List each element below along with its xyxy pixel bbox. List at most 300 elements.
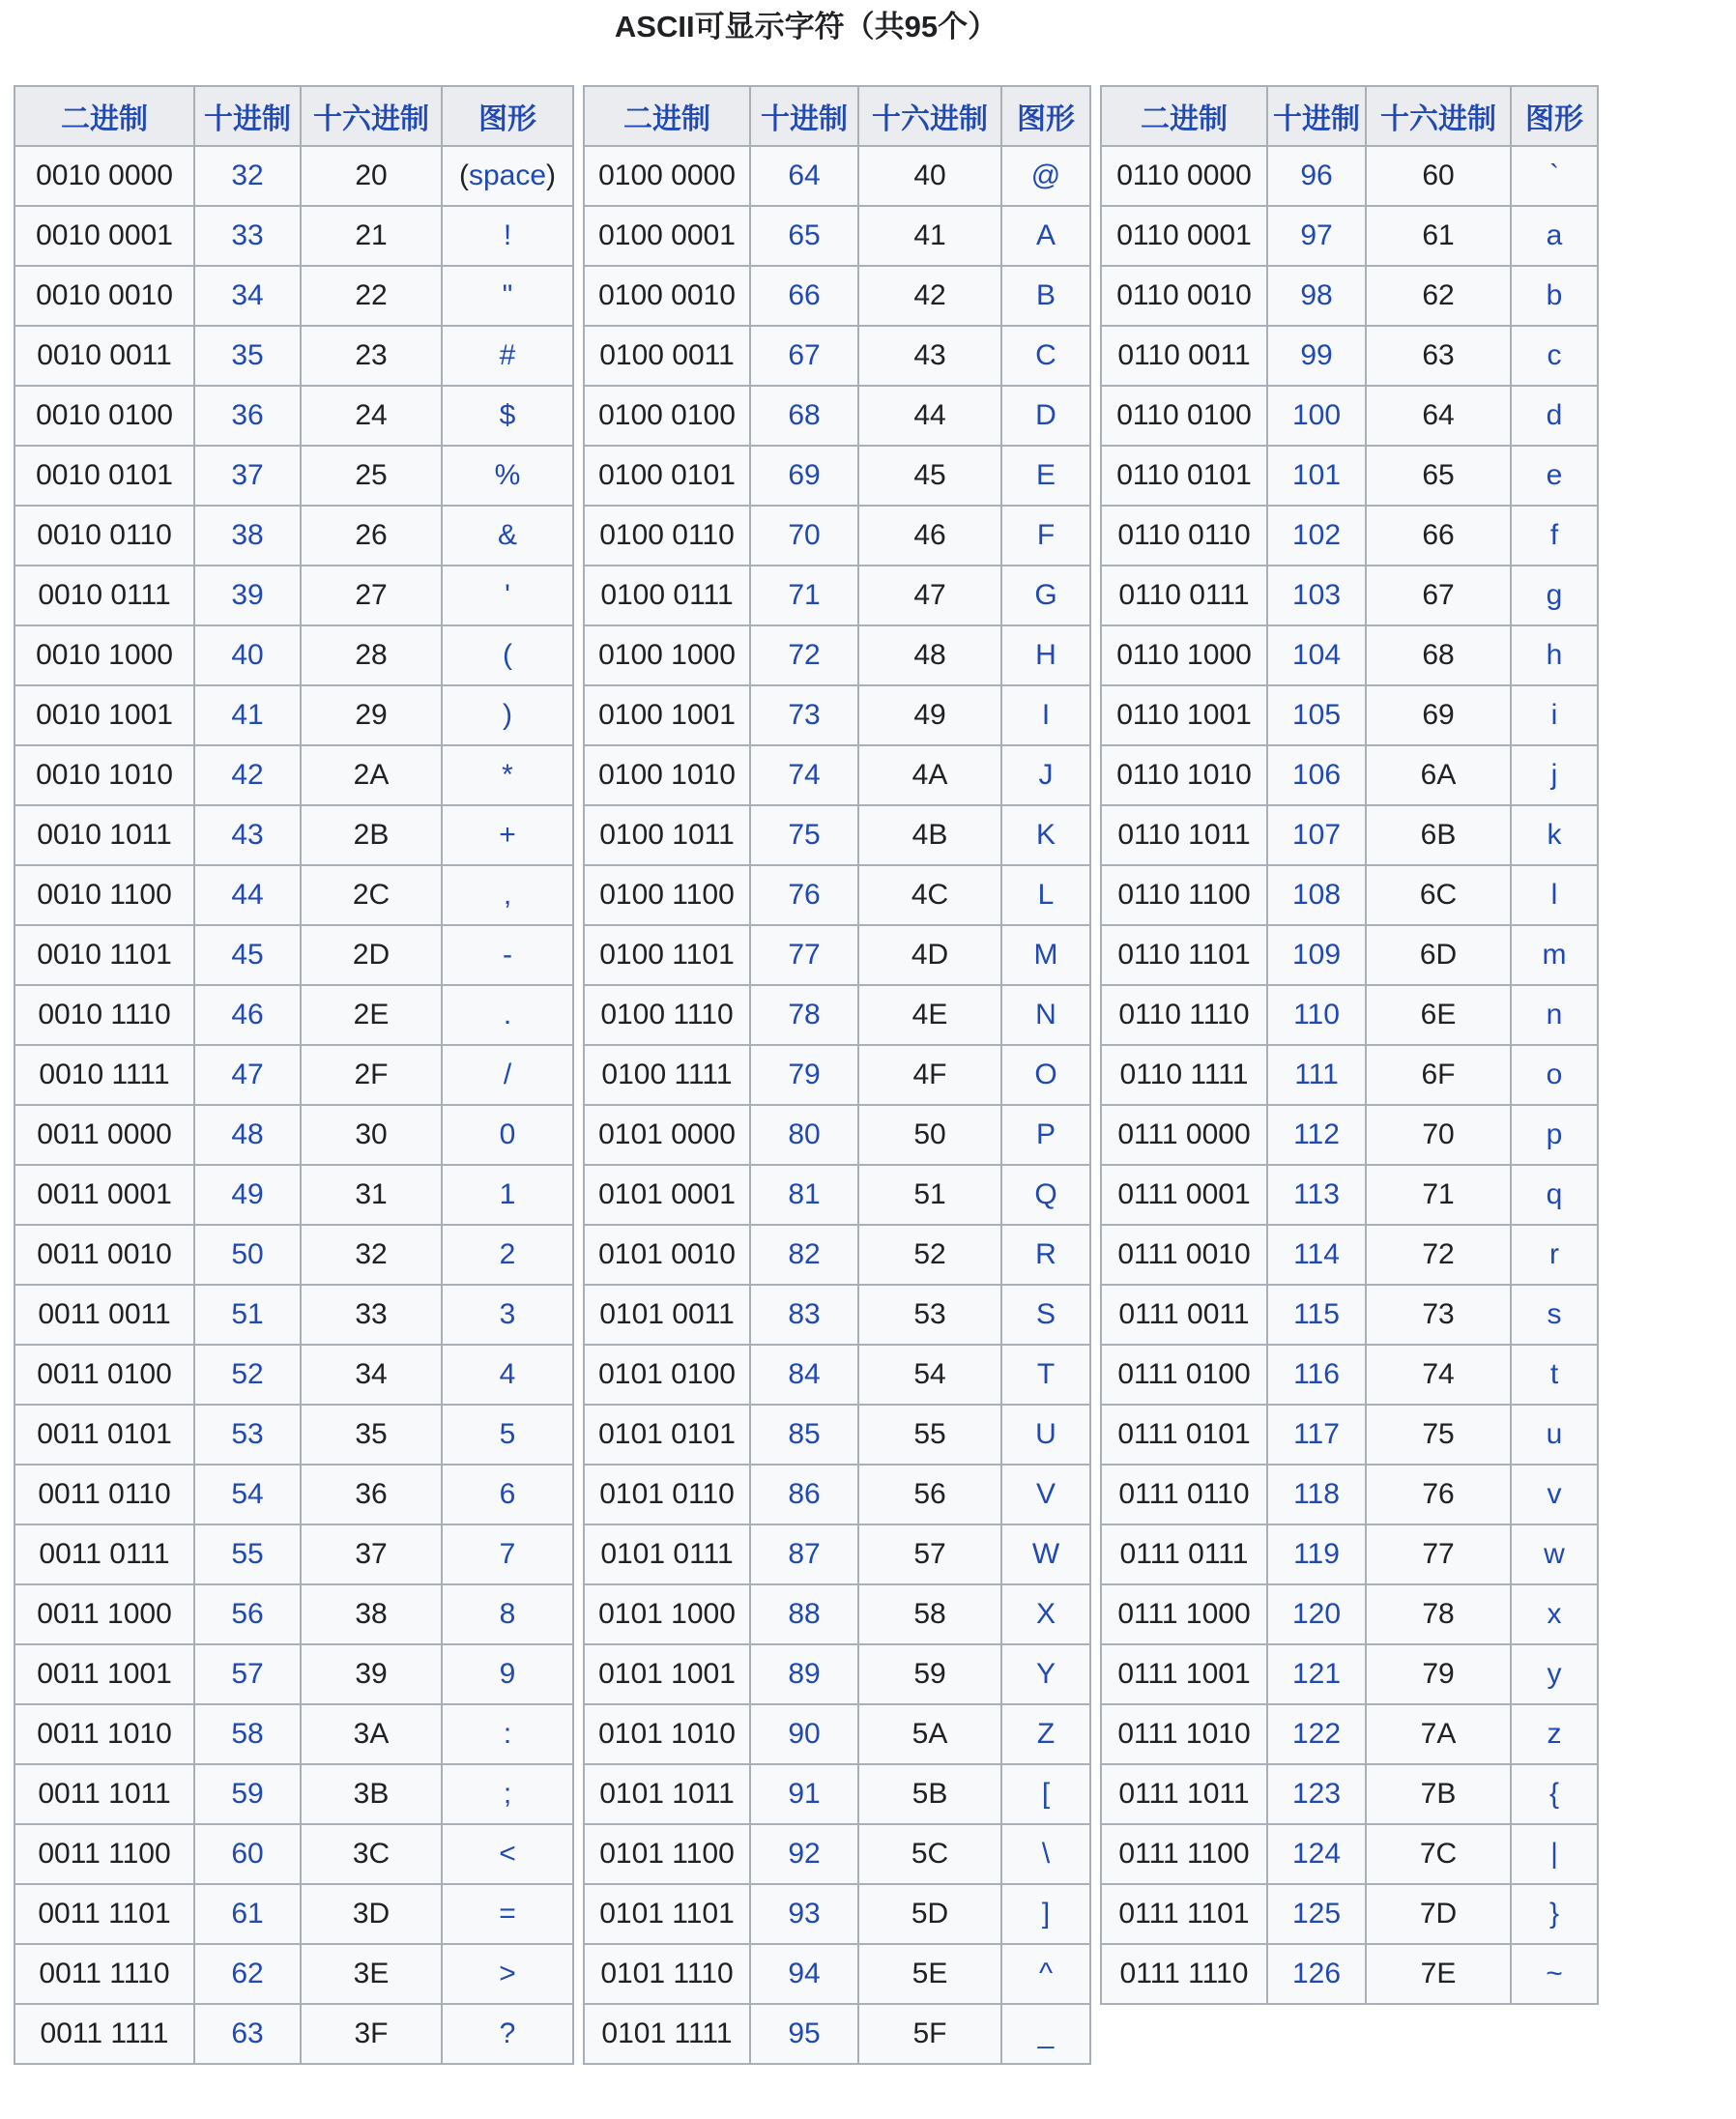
table-row [14,1884,573,1944]
binary-cell: 0101 1000 [584,1584,750,1644]
glyph-link[interactable]: : [442,1704,573,1764]
decimal-link[interactable]: 49 [194,1165,301,1225]
glyph-link[interactable]: x [1511,1584,1598,1644]
glyph-link[interactable]: u [1511,1405,1598,1465]
table-row [1101,146,1598,206]
hex-cell: 2A [301,745,442,805]
decimal-link[interactable]: 122 [1267,1704,1366,1764]
hex-cell: 6B [1366,805,1511,865]
glyph-link[interactable]: C [1001,326,1090,386]
hex-cell: 3D [301,1884,442,1944]
glyph-link[interactable]: U [1001,1405,1090,1465]
decimal-link[interactable]: 116 [1267,1345,1366,1405]
decimal-link[interactable]: 124 [1267,1824,1366,1884]
decimal-link[interactable]: 70 [750,506,858,566]
table-row [14,1405,573,1465]
decimal-link[interactable]: 109 [1267,925,1366,985]
glyph-link[interactable]: b [1511,266,1598,326]
decimal-link[interactable]: 112 [1267,1105,1366,1165]
glyph-link[interactable]: W [1001,1524,1090,1584]
decimal-link[interactable]: 39 [194,566,301,625]
hex-cell: 20 [301,146,442,206]
glyph-link[interactable]: 5 [442,1405,573,1465]
table-row [14,266,573,326]
decimal-link[interactable]: 41 [194,685,301,745]
glyph-link[interactable]: w [1511,1524,1598,1584]
decimal-link[interactable]: 72 [750,625,858,685]
table-row [1101,1884,1598,1944]
glyph-link[interactable]: D [1001,386,1090,446]
glyph-link[interactable]: = [442,1884,573,1944]
decimal-link[interactable]: 103 [1267,566,1366,625]
hex-cell: 2F [301,1045,442,1105]
binary-cell: 0101 1010 [584,1704,750,1764]
hex-cell: 38 [301,1584,442,1644]
decimal-link[interactable]: 40 [194,625,301,685]
decimal-link[interactable]: 118 [1267,1465,1366,1524]
glyph-link[interactable]: & [442,506,573,566]
glyph-link[interactable]: , [442,865,573,925]
glyph-link[interactable]: p [1511,1105,1598,1165]
decimal-link[interactable]: 114 [1267,1225,1366,1285]
decimal-link[interactable]: 79 [750,1045,858,1105]
decimal-link[interactable]: 100 [1267,386,1366,446]
binary-cell: 0111 1100 [1101,1824,1267,1884]
table-row [14,146,573,206]
decimal-link[interactable]: 78 [750,985,858,1045]
glyph-link[interactable]: m [1511,925,1598,985]
glyph-link[interactable]: 4 [442,1345,573,1405]
table-row [1101,985,1598,1045]
binary-cell: 0110 1001 [1101,685,1267,745]
decimal-link[interactable]: 43 [194,805,301,865]
table-row [1101,1285,1598,1345]
glyph-link[interactable]: > [442,1944,573,2004]
decimal-link[interactable]: 38 [194,506,301,566]
decimal-link[interactable]: 44 [194,865,301,925]
hex-cell: 4D [858,925,1001,985]
glyph-link[interactable]: 3 [442,1285,573,1345]
decimal-link[interactable]: 90 [750,1704,858,1764]
decimal-link[interactable]: 58 [194,1704,301,1764]
glyph-link[interactable]: v [1511,1465,1598,1524]
decimal-link[interactable]: 120 [1267,1584,1366,1644]
glyph-link[interactable]: F [1001,506,1090,566]
decimal-link[interactable]: 60 [194,1824,301,1884]
column-header: 二进制 [1101,86,1267,146]
glyph-link[interactable]: ' [442,566,573,625]
decimal-link[interactable]: 102 [1267,506,1366,566]
hex-cell: 63 [1366,326,1511,386]
decimal-link[interactable]: 117 [1267,1405,1366,1465]
glyph-link[interactable]: E [1001,446,1090,506]
glyph-link[interactable]: $ [442,386,573,446]
hex-cell: 73 [1366,1285,1511,1345]
decimal-link[interactable]: 46 [194,985,301,1045]
table-row [584,146,1090,206]
decimal-link[interactable]: 68 [750,386,858,446]
glyph-link[interactable]: l [1511,865,1598,925]
binary-cell: 0010 0100 [14,386,194,446]
table-row [1101,1524,1598,1584]
decimal-link[interactable]: 125 [1267,1884,1366,1944]
glyph-link[interactable]: 2 [442,1225,573,1285]
hex-cell: 41 [858,206,1001,266]
glyph-link[interactable]: s [1511,1285,1598,1345]
glyph-link[interactable]: ^ [1001,1944,1090,2004]
hex-cell: 35 [301,1405,442,1465]
hex-cell: 7D [1366,1884,1511,1944]
decimal-link[interactable]: 34 [194,266,301,326]
binary-cell: 0010 1000 [14,625,194,685]
decimal-link[interactable]: 108 [1267,865,1366,925]
decimal-link[interactable]: 88 [750,1584,858,1644]
hex-cell: 54 [858,1345,1001,1405]
hex-cell: 28 [301,625,442,685]
glyph-link[interactable]: Q [1001,1165,1090,1225]
glyph-link[interactable]: o [1511,1045,1598,1105]
table-row [14,446,573,506]
decimal-link[interactable]: 65 [750,206,858,266]
column-header: 十进制 [194,86,301,146]
table-row [1101,1944,1598,2004]
hex-cell: 6F [1366,1045,1511,1105]
glyph-link[interactable]: ` [1511,146,1598,206]
binary-cell: 0100 1101 [584,925,750,985]
decimal-link[interactable]: 123 [1267,1764,1366,1824]
decimal-link[interactable]: 80 [750,1105,858,1165]
hex-cell: 2B [301,805,442,865]
glyph-link[interactable]: S [1001,1285,1090,1345]
glyph-link[interactable]: q [1511,1165,1598,1225]
glyph-link[interactable]: ! [442,206,573,266]
decimal-link[interactable]: 104 [1267,625,1366,685]
glyph-link[interactable]: ) [442,685,573,745]
decimal-link[interactable]: 119 [1267,1524,1366,1584]
decimal-link[interactable]: 74 [750,745,858,805]
decimal-link[interactable]: 51 [194,1285,301,1345]
table-row [14,745,573,805]
glyph-link[interactable]: Z [1001,1704,1090,1764]
glyph-link[interactable]: " [442,266,573,326]
decimal-link[interactable]: 105 [1267,685,1366,745]
binary-cell: 0010 0000 [14,146,194,206]
table-row [14,685,573,745]
header-row [14,86,573,146]
glyph-link[interactable]: { [1511,1764,1598,1824]
decimal-link[interactable]: 63 [194,2004,301,2064]
glyph-link[interactable]: K [1001,805,1090,865]
table-row [14,805,573,865]
table-row [584,386,1090,446]
decimal-link[interactable]: 56 [194,1584,301,1644]
hex-cell: 77 [1366,1524,1511,1584]
decimal-link[interactable]: 91 [750,1764,858,1824]
glyph-link[interactable]: y [1511,1644,1598,1704]
glyph-link[interactable]: } [1511,1884,1598,1944]
glyph-link[interactable]: J [1001,745,1090,805]
decimal-link[interactable]: 82 [750,1225,858,1285]
decimal-link[interactable]: 33 [194,206,301,266]
glyph-link[interactable]: N [1001,985,1090,1045]
glyph-link[interactable]: / [442,1045,573,1105]
decimal-link[interactable]: 42 [194,745,301,805]
table-row [1101,326,1598,386]
glyph-link[interactable]: 8 [442,1584,573,1644]
hex-cell: 3E [301,1944,442,2004]
decimal-link[interactable]: 110 [1267,985,1366,1045]
table-row [1101,386,1598,446]
binary-cell: 0110 1000 [1101,625,1267,685]
binary-cell: 0100 0000 [584,146,750,206]
decimal-link[interactable]: 77 [750,925,858,985]
hex-cell: 5C [858,1824,1001,1884]
glyph-link[interactable]: @ [1001,146,1090,206]
decimal-link[interactable]: 48 [194,1105,301,1165]
hex-cell: 67 [1366,566,1511,625]
glyph-link[interactable]: P [1001,1105,1090,1165]
glyph-link[interactable]: r [1511,1225,1598,1285]
glyph-link[interactable]: j [1511,745,1598,805]
decimal-link[interactable]: 126 [1267,1944,1366,2004]
hex-cell: 50 [858,1105,1001,1165]
hex-cell: 6C [1366,865,1511,925]
binary-cell: 0111 1000 [1101,1584,1267,1644]
decimal-link[interactable]: 53 [194,1405,301,1465]
decimal-link[interactable]: 106 [1267,745,1366,805]
decimal-link[interactable]: 92 [750,1824,858,1884]
glyph-link[interactable]: z [1511,1704,1598,1764]
table-row [584,446,1090,506]
binary-cell: 0011 0011 [14,1285,194,1345]
glyph-link[interactable]: G [1001,566,1090,625]
binary-cell: 0100 0011 [584,326,750,386]
decimal-link[interactable]: 54 [194,1465,301,1524]
decimal-link[interactable]: 113 [1267,1165,1366,1225]
decimal-link[interactable]: 45 [194,925,301,985]
glyph-link[interactable]: k [1511,805,1598,865]
decimal-link[interactable]: 84 [750,1345,858,1405]
table-row [1101,1045,1598,1105]
decimal-link[interactable]: 98 [1267,266,1366,326]
decimal-link[interactable]: 57 [194,1644,301,1704]
glyph-link[interactable]: d [1511,386,1598,446]
decimal-link[interactable]: 81 [750,1165,858,1225]
glyph-link[interactable]: 1 [442,1165,573,1225]
table-row [584,625,1090,685]
glyph-link[interactable]: ? [442,2004,573,2064]
glyph-link[interactable]: Y [1001,1644,1090,1704]
binary-cell: 0100 1001 [584,685,750,745]
decimal-link[interactable]: 69 [750,446,858,506]
decimal-link[interactable]: 87 [750,1524,858,1584]
decimal-link[interactable]: 85 [750,1405,858,1465]
table-row [584,1045,1090,1105]
glyph-link[interactable]: g [1511,566,1598,625]
column-header: 图形 [442,86,573,146]
table-row [1101,685,1598,745]
glyph-link[interactable]: 7 [442,1524,573,1584]
glyph-link[interactable]: # [442,326,573,386]
glyph-link[interactable]: | [1511,1824,1598,1884]
glyph-link[interactable]: \ [1001,1824,1090,1884]
decimal-link[interactable]: 75 [750,805,858,865]
table-row [14,1285,573,1345]
hex-cell: 2E [301,985,442,1045]
glyph-link[interactable]: c [1511,326,1598,386]
glyph-link[interactable]: 9 [442,1644,573,1704]
binary-cell: 0011 0110 [14,1465,194,1524]
decimal-link[interactable]: 94 [750,1944,858,2004]
hex-cell: 64 [1366,386,1511,446]
decimal-link[interactable]: 89 [750,1644,858,1704]
table-row [1101,506,1598,566]
decimal-link[interactable]: 50 [194,1225,301,1285]
table-row [584,1524,1090,1584]
glyph-link[interactable]: _ [1001,2004,1090,2064]
hex-cell: 31 [301,1165,442,1225]
decimal-link[interactable]: 71 [750,566,858,625]
glyph-link[interactable]: - [442,925,573,985]
column-header: 十六进制 [1366,86,1511,146]
glyph-link[interactable]: M [1001,925,1090,985]
glyph-link[interactable]: ( [442,625,573,685]
table-row [1101,206,1598,266]
table-row [584,1345,1090,1405]
hex-cell: 22 [301,266,442,326]
table-row [584,925,1090,985]
glyph-link-text[interactable]: space [468,160,547,191]
table-row [584,1105,1090,1165]
binary-cell: 0101 1110 [584,1944,750,2004]
binary-cell: 0101 0011 [584,1285,750,1345]
glyph-link[interactable]: i [1511,685,1598,745]
glyph-link[interactable]: T [1001,1345,1090,1405]
table-row [584,805,1090,865]
glyph-link[interactable]: e [1511,446,1598,506]
ascii-reference-page [14,0,1599,2065]
decimal-link[interactable]: 99 [1267,326,1366,386]
glyph-link[interactable]: ] [1001,1884,1090,1944]
glyph-link[interactable]: X [1001,1584,1090,1644]
hex-cell: 27 [301,566,442,625]
glyph-link[interactable]: t [1511,1345,1598,1405]
table-row [584,206,1090,266]
glyph-link[interactable]: f [1511,506,1598,566]
decimal-link[interactable]: 36 [194,386,301,446]
glyph-link[interactable]: [ [1001,1764,1090,1824]
glyph-link[interactable]: % [442,446,573,506]
glyph-link[interactable]: R [1001,1225,1090,1285]
binary-cell: 0111 1010 [1101,1704,1267,1764]
decimal-link[interactable]: 86 [750,1465,858,1524]
glyph-link[interactable]: n [1511,985,1598,1045]
header-row [1101,86,1598,146]
glyph-link[interactable]: 0 [442,1105,573,1165]
glyph-link[interactable]: B [1001,266,1090,326]
glyph-link[interactable]: A [1001,206,1090,266]
table-row [14,206,573,266]
binary-cell: 0011 0101 [14,1405,194,1465]
decimal-link[interactable]: 73 [750,685,858,745]
decimal-link[interactable]: 97 [1267,206,1366,266]
glyph-link[interactable]: O [1001,1045,1090,1105]
decimal-link[interactable]: 64 [750,146,858,206]
glyph-link[interactable]: . [442,985,573,1045]
decimal-link[interactable]: 47 [194,1045,301,1105]
glyph-link[interactable]: 6 [442,1465,573,1524]
decimal-link[interactable]: 32 [194,146,301,206]
binary-cell: 0110 0011 [1101,326,1267,386]
binary-cell: 0011 0111 [14,1524,194,1584]
decimal-link[interactable]: 76 [750,865,858,925]
decimal-link[interactable]: 55 [194,1524,301,1584]
decimal-link[interactable]: 66 [750,266,858,326]
glyph-link[interactable]: < [442,1824,573,1884]
hex-cell: 70 [1366,1105,1511,1165]
decimal-link[interactable]: 62 [194,1944,301,2004]
hex-cell: 2C [301,865,442,925]
hex-cell: 6E [1366,985,1511,1045]
decimal-link[interactable]: 35 [194,326,301,386]
binary-cell: 0111 1110 [1101,1944,1267,2004]
glyph-link[interactable]: L [1001,865,1090,925]
glyph-link[interactable]: V [1001,1465,1090,1524]
hex-cell: 60 [1366,146,1511,206]
binary-cell: 0011 1101 [14,1884,194,1944]
decimal-link[interactable]: 95 [750,2004,858,2064]
table-row [14,326,573,386]
binary-cell: 0110 0001 [1101,206,1267,266]
binary-cell: 0011 0100 [14,1345,194,1405]
hex-cell: 66 [1366,506,1511,566]
decimal-link[interactable]: 96 [1267,146,1366,206]
decimal-link[interactable]: 93 [750,1884,858,1944]
decimal-link[interactable]: 59 [194,1764,301,1824]
glyph-link[interactable]: h [1511,625,1598,685]
glyph-link[interactable]: ; [442,1764,573,1824]
decimal-link[interactable]: 101 [1267,446,1366,506]
decimal-link[interactable]: 83 [750,1285,858,1345]
decimal-link[interactable]: 107 [1267,805,1366,865]
decimal-link[interactable]: 115 [1267,1285,1366,1345]
hex-cell: 5A [858,1704,1001,1764]
decimal-link[interactable]: 61 [194,1884,301,1944]
decimal-link[interactable]: 37 [194,446,301,506]
binary-cell: 0101 0101 [584,1405,750,1465]
glyph-link[interactable]: * [442,745,573,805]
glyph-link[interactable]: + [442,805,573,865]
table-row [584,1824,1090,1884]
glyph-link[interactable]: I [1001,685,1090,745]
glyph-link[interactable] [442,146,573,206]
glyph-link[interactable]: H [1001,625,1090,685]
decimal-link[interactable]: 67 [750,326,858,386]
decimal-link[interactable]: 121 [1267,1644,1366,1704]
binary-cell: 0011 1011 [14,1764,194,1824]
binary-cell: 0101 1001 [584,1644,750,1704]
hex-cell: 68 [1366,625,1511,685]
decimal-link[interactable]: 111 [1267,1045,1366,1105]
glyph-link[interactable]: a [1511,206,1598,266]
binary-cell: 0010 1001 [14,685,194,745]
hex-cell: 3A [301,1704,442,1764]
hex-cell: 36 [301,1465,442,1524]
hex-cell: 39 [301,1644,442,1704]
binary-cell: 0011 1010 [14,1704,194,1764]
glyph-link[interactable]: ~ [1511,1944,1598,2004]
decimal-link[interactable]: 52 [194,1345,301,1405]
